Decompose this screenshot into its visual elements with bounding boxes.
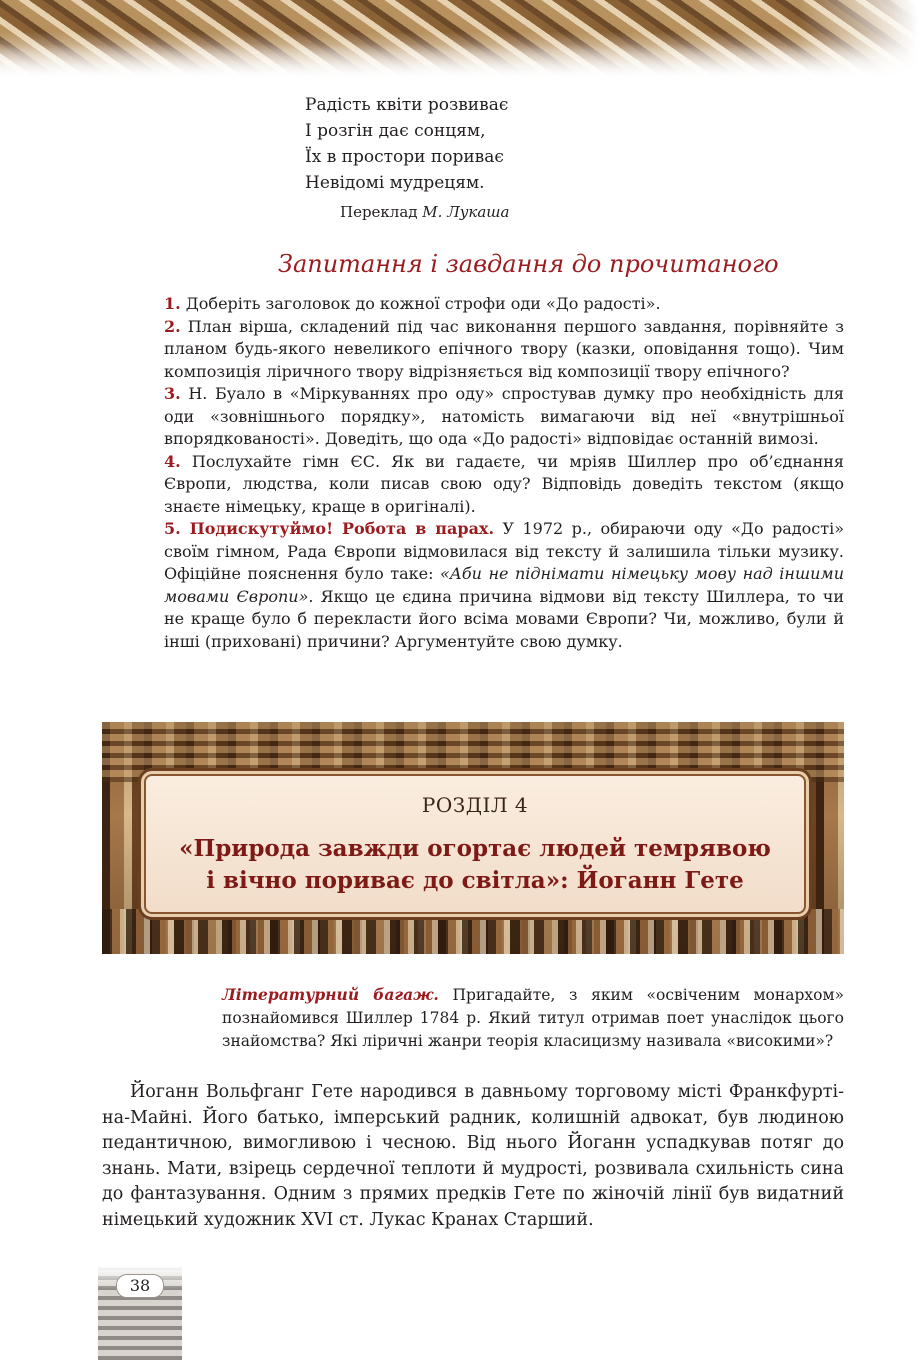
task-item (164, 518, 844, 653)
poem-line: Радість квіти розвиває (305, 95, 509, 115)
task-label: Подискутуймо! Робота в парах. (180, 519, 495, 538)
task-text: У 1972 р., обираючи оду «До радості» своїм гімном, Рада Європи відмовилася від тексту й залишила тільки музику. Офіційне пояснення було таке: (164, 519, 844, 583)
task-item (164, 293, 844, 316)
chapter-title-line: «Природа завжди огортає людей темрявою (179, 835, 771, 862)
body-paragraph: Йоганн Вольфганг Гете народився в давньому торговому місті Франкфурті-на-Майні. Його батько, імперський радник, колишній адвокат, був людиною педантичною, вимогливою і чесною. Від нього Йоганн успадкував потяг до знань. Мати, взірець сердечної теплоти й мудрості, розвивала схильність сина до фантазування. Одним з прямих предків Гете по жіночій лінії був видатний німецький художник XVI ст. Лукас Кранах Старший. (102, 1082, 844, 1230)
task-text: Послухайте гімн ЄС. Як ви гадаєте, чи мріяв Шиллер про об’єднання Європи, людства, коли писав свою оду? Відповідь доведіть текстом (якщо знаєте німецьку, краще в оригіналі). (164, 451, 844, 516)
chapter-label: РОЗДІЛ 4 (421, 793, 529, 817)
task-item (164, 451, 844, 519)
task-text: Н. Буало в «Міркуваннях про оду» спростував думку про необхідність для оди «зовнішнього порядку», натомість вимагаючи від неї «внутрішньої впорядкованості». Доведіть, що ода «До радості» відповідає останній вимозі. (164, 384, 844, 448)
task-text: План вірша, складений під час виконання першого завдання, порівняйте з планом будь-якого невеликого епічного твору (казки, оповідання тощо). Чим композиція ліричного твору відрізняється від композиції твору епічного? (164, 316, 844, 381)
task-number: 5. (164, 519, 181, 538)
task-item (164, 383, 844, 451)
decorative-header-image (0, 0, 918, 80)
task-item (164, 316, 844, 384)
poem-line: Невідомі мудрецям. (305, 173, 485, 193)
task-text: . Якщо це єдина причина відмови від тексту Шиллера, то чи не краще було б перекласти його всіма мовами Європи? Чи, можливо, були й інші (приховані) причини? Аргументуйте свою думку. (164, 586, 844, 651)
task-number: 4. (164, 451, 181, 471)
chapter-title (141, 833, 809, 897)
questions-heading: Запитання і завдання до прочитаного (278, 250, 779, 278)
task-number: 2. (164, 316, 181, 336)
task-number: 3. (164, 384, 181, 403)
poem-line: І розгін дає сонцям, (305, 121, 486, 141)
translation-credit (340, 203, 509, 221)
task-quote: «Аби не піднімати німецьку мову над іншими мовами Європи» (164, 564, 844, 606)
task-list (164, 293, 844, 653)
literary-baggage-note (222, 983, 844, 1053)
task-number: 1. (164, 294, 181, 313)
translation-prefix: Переклад (340, 203, 423, 221)
task-text: Доберіть заголовок до кожної строфи оди «До радості». (180, 294, 661, 313)
baggage-label: Літературний багаж. (222, 985, 439, 1004)
poem-excerpt (305, 92, 705, 196)
chapter-title-card (138, 768, 812, 920)
translator-name: М. Лукаша (422, 203, 510, 221)
page-number: 38 (116, 1274, 164, 1298)
chapter-title-line: і вічно пориває до світла»: Йоганн Гете (206, 867, 744, 894)
baggage-text: Пригадайте, з яким «освіченим монархом» познайомився Шиллер 1784 р. Який титул отримав поет унаслідок цього знайомства? Які ліричні жанри теорія класицизму називала «високими»? (222, 986, 844, 1050)
poem-line: Їх в простори пориває (305, 147, 504, 167)
